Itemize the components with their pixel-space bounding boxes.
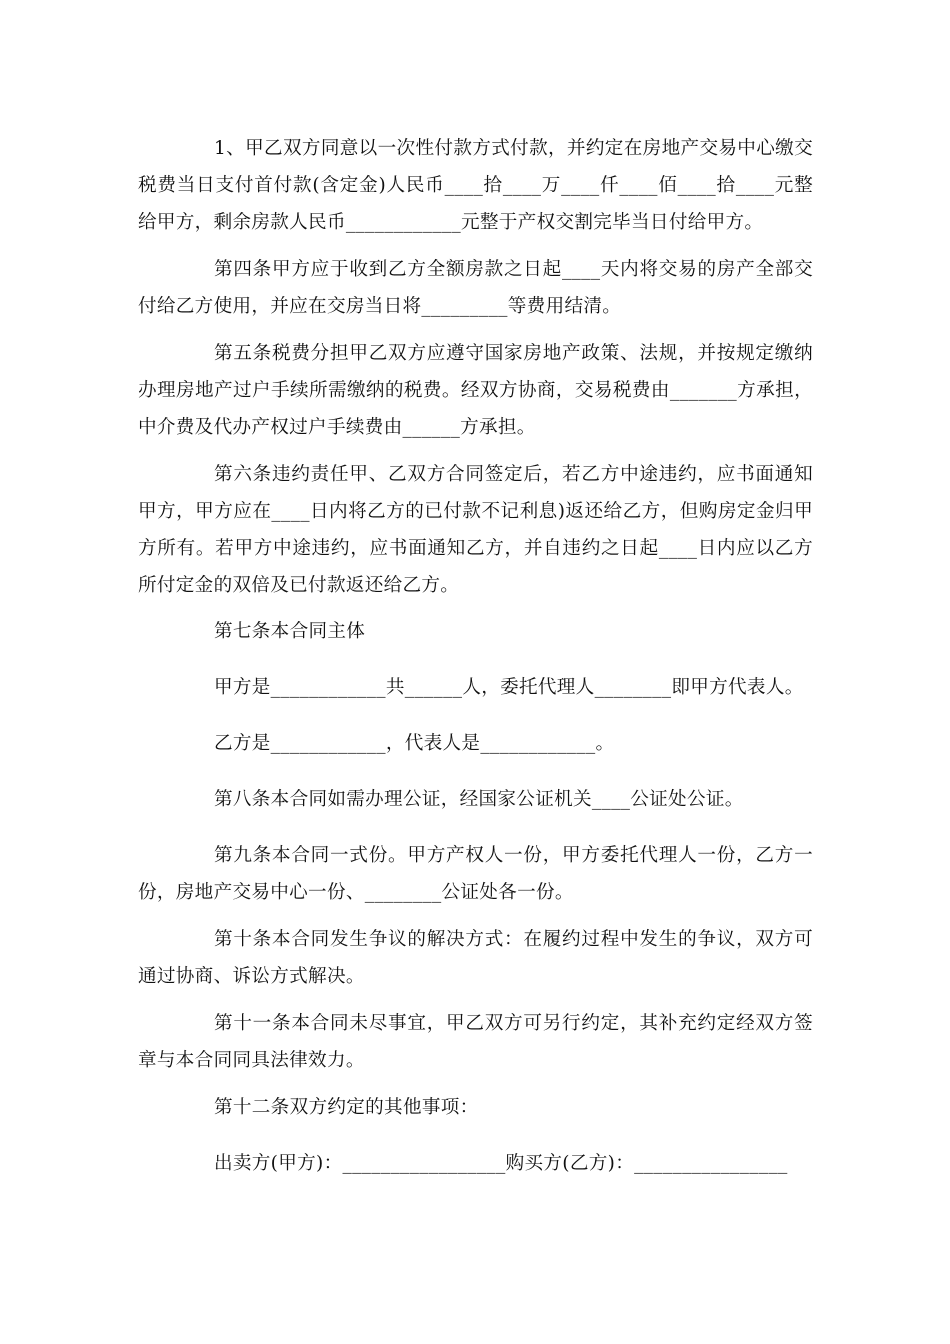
signature-line: 出卖方(甲方)：_________________购买方(乙方)：________________ <box>214 1153 788 1174</box>
clause-6-liability: 第六条违约责任甲、乙双方合同签定后，若乙方中途违约，应书面通知甲方，甲方应在____日内将乙方的已付款不记利息)返还给乙方，但购房定金归甲方所有。若甲方中途违约，应书面通知乙方，并自违约之日起____日内应以乙方所付定金的双倍及已付款返还给乙方。 <box>138 464 813 596</box>
clause-11-supplement: 第十一条本合同未尽事宜，甲乙双方可另行约定，其补充约定经双方签章与本合同同具法律效力。 <box>138 1013 813 1071</box>
clause-5-taxes: 第五条税费分担甲乙双方应遵守国家房地产政策、法规，并按规定缴纳办理房地产过户手续所需缴纳的税费。经双方协商，交易税费由_______方承担，中介费及代办产权过户手续费由______方承担。 <box>138 343 813 438</box>
clause-10-disputes: 第十条本合同发生争议的解决方式：在履约过程中发生的争议，双方可通过协商、诉讼方式解决。 <box>138 929 813 987</box>
clause-12-other: 第十二条双方约定的其他事项： <box>214 1097 479 1118</box>
clause-payment-method: 1、甲乙双方同意以一次性付款方式付款，并约定在房地产交易中心缴交税费当日支付首付款(含定金)人民币____拾____万____仟____佰____拾____元整给甲方，剩余房款人民币____________元整于产权交割完毕当日付给甲方。 <box>138 138 813 233</box>
clause-8-notarization: 第八条本合同如需办理公证，经国家公证机关____公证处公证。 <box>214 789 744 810</box>
clause-9-copies: 第九条本合同一式份。甲方产权人一份，甲方委托代理人一份，乙方一份，房地产交易中心一份、________公证处各一份。 <box>138 845 813 903</box>
party-a-line: 甲方是____________共______人，委托代理人________即甲方代表人。 <box>214 677 804 698</box>
clause-7-heading: 第七条本合同主体 <box>214 621 366 642</box>
clause-4-delivery: 第四条甲方应于收到乙方全额房款之日起____天内将交易的房产全部交付给乙方使用，并应在交房当日将_________等费用结清。 <box>138 259 813 317</box>
party-b-line: 乙方是____________，代表人是____________。 <box>214 733 615 754</box>
